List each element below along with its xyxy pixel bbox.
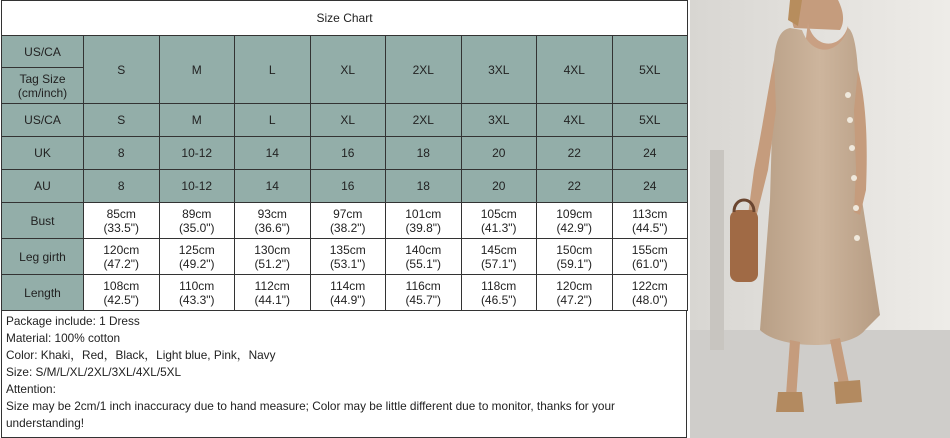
row-label: Leg girth [2, 239, 84, 275]
size-cell: 18 [386, 170, 462, 203]
cm-value: 116cm [405, 278, 441, 293]
cm-value: 93cm [257, 206, 287, 221]
dress-model-image [690, 0, 950, 438]
inch-value: (61.0") [631, 256, 668, 271]
measurement-cell [235, 275, 311, 311]
measurement-cell [310, 275, 386, 311]
size-cell: 4XL [537, 104, 613, 137]
cm-value: 109cm [556, 206, 593, 221]
inch-value: (35.0") [178, 220, 215, 235]
size-cell: 14 [235, 170, 311, 203]
inch-value: (47.2") [103, 256, 140, 271]
cm-value: 110cm [179, 278, 215, 293]
size-cell: 20 [461, 137, 537, 170]
note-line: Attention: [6, 382, 56, 396]
inch-value: (41.3") [480, 220, 517, 235]
cm-value: 89cm [182, 206, 212, 221]
size-header: 4XL [537, 36, 613, 104]
cm-value: 105cm [480, 206, 517, 221]
row-label: US/CA [2, 104, 84, 137]
note-line: Size may be 2cm/1 inch inaccuracy due to hand measure; Color may be little different due to monitor, thanks for your understanding! [6, 399, 615, 430]
cm-value: 130cm [254, 242, 291, 257]
note-line: Size: S/M/L/XL/2XL/3XL/4XL/5XL [6, 365, 182, 379]
size-cell: 22 [537, 137, 613, 170]
size-cell: M [159, 104, 235, 137]
conversion-row [2, 170, 688, 203]
inch-value: (38.2") [329, 220, 366, 235]
inch-value: (59.1") [556, 256, 593, 271]
cm-value: 113cm [632, 206, 668, 221]
cm-value: 120cm [103, 242, 140, 257]
inch-value: (42.9") [556, 220, 593, 235]
measurement-cell [84, 239, 160, 275]
cm-value: 125cm [178, 242, 215, 257]
inch-value: (46.5") [480, 292, 517, 307]
cm-value: 155cm [631, 242, 668, 257]
measurement-row [2, 239, 688, 275]
size-cell: 8 [84, 170, 160, 203]
inch-value: (33.5") [103, 220, 140, 235]
size-header: L [235, 36, 311, 104]
inch-value: (43.3") [178, 292, 215, 307]
size-table [1, 0, 688, 311]
size-cell: 24 [612, 137, 688, 170]
size-cell: 2XL [386, 104, 462, 137]
inch-value: (45.7") [405, 292, 442, 307]
cm-value: 97cm [333, 206, 363, 221]
conversion-row [2, 137, 688, 170]
row-label: Bust [2, 203, 84, 239]
title-row [2, 1, 688, 36]
inch-value: (57.1") [480, 256, 517, 271]
row-label: Length [2, 275, 84, 311]
size-cell: 22 [537, 170, 613, 203]
measurement-cell [612, 203, 688, 239]
inch-value: (47.2") [556, 292, 593, 307]
conversion-row [2, 104, 688, 137]
chart-title: Size Chart [2, 1, 688, 36]
header-row-us [2, 36, 688, 68]
size-cell: 10-12 [159, 137, 235, 170]
measurement-cell [310, 203, 386, 239]
cm-value: 101cm [405, 206, 442, 221]
measurement-cell [84, 203, 160, 239]
inch-value: (42.5") [103, 292, 140, 307]
inch-value: (51.2") [254, 256, 291, 271]
measurement-cell [461, 275, 537, 311]
size-cell: 14 [235, 137, 311, 170]
row-label: UK [2, 137, 84, 170]
size-cell: XL [310, 104, 386, 137]
inch-value: (49.2") [178, 256, 215, 271]
cm-value: 122cm [631, 278, 668, 293]
measurement-cell [461, 239, 537, 275]
measurement-cell [612, 275, 688, 311]
measurement-cell [159, 203, 235, 239]
size-cell: 16 [310, 137, 386, 170]
measurement-cell [235, 239, 311, 275]
measurement-cell [612, 239, 688, 275]
product-notes [1, 311, 687, 438]
measurement-cell [386, 239, 462, 275]
measurement-cell [461, 203, 537, 239]
inch-value: (55.1") [405, 256, 442, 271]
size-cell: 20 [461, 170, 537, 203]
size-header: 3XL [461, 36, 537, 104]
product-photo [690, 0, 950, 438]
cm-value: 85cm [106, 206, 136, 221]
size-cell: 8 [84, 137, 160, 170]
size-header: M [159, 36, 235, 104]
measurement-cell [84, 275, 160, 311]
cm-value: 108cm [103, 278, 140, 293]
size-cell: L [235, 104, 311, 137]
inch-value: (44.1") [254, 292, 291, 307]
inch-value: (48.0") [631, 292, 668, 307]
cm-value: 150cm [556, 242, 593, 257]
measurement-cell [159, 275, 235, 311]
measurement-cell [235, 203, 311, 239]
size-cell: 5XL [612, 104, 688, 137]
measurement-cell [159, 239, 235, 275]
note-line: Package include: 1 Dress [6, 314, 140, 328]
note-line: Color: Khaki，Red，Black，Light blue, Pink，Navy [6, 348, 276, 362]
us-ca-header: US/CA [2, 36, 84, 68]
inch-value: (53.1") [329, 256, 366, 271]
measurement-cell [386, 203, 462, 239]
cm-value: 135cm [329, 242, 366, 257]
cm-value: 140cm [405, 242, 442, 257]
size-header: 2XL [386, 36, 462, 104]
inch-value: (44.5") [631, 220, 668, 235]
measurement-cell [310, 239, 386, 275]
cm-value: 112cm [254, 278, 290, 293]
measurement-cell [537, 239, 613, 275]
inch-value: (36.6") [254, 220, 291, 235]
size-cell: S [84, 104, 160, 137]
row-label: AU [2, 170, 84, 203]
size-cell: 24 [612, 170, 688, 203]
measurement-cell [386, 275, 462, 311]
tag-size-header: Tag Size (cm/inch) [2, 68, 84, 104]
size-header: XL [310, 36, 386, 104]
cm-value: 118cm [481, 278, 517, 293]
inch-value: (39.8") [405, 220, 442, 235]
measurement-cell [537, 203, 613, 239]
inch-value: (44.9") [329, 292, 366, 307]
size-chart [1, 0, 687, 438]
cm-value: 145cm [480, 242, 517, 257]
size-header: S [84, 36, 160, 104]
measurement-row [2, 275, 688, 311]
size-cell: 3XL [461, 104, 537, 137]
size-header: 5XL [612, 36, 688, 104]
measurement-cell [537, 275, 613, 311]
cm-value: 114cm [330, 278, 366, 293]
cm-value: 120cm [556, 278, 593, 293]
size-cell: 18 [386, 137, 462, 170]
size-cell: 16 [310, 170, 386, 203]
measurement-row [2, 203, 688, 239]
note-line: Material: 100% cotton [6, 331, 121, 345]
size-cell: 10-12 [159, 170, 235, 203]
